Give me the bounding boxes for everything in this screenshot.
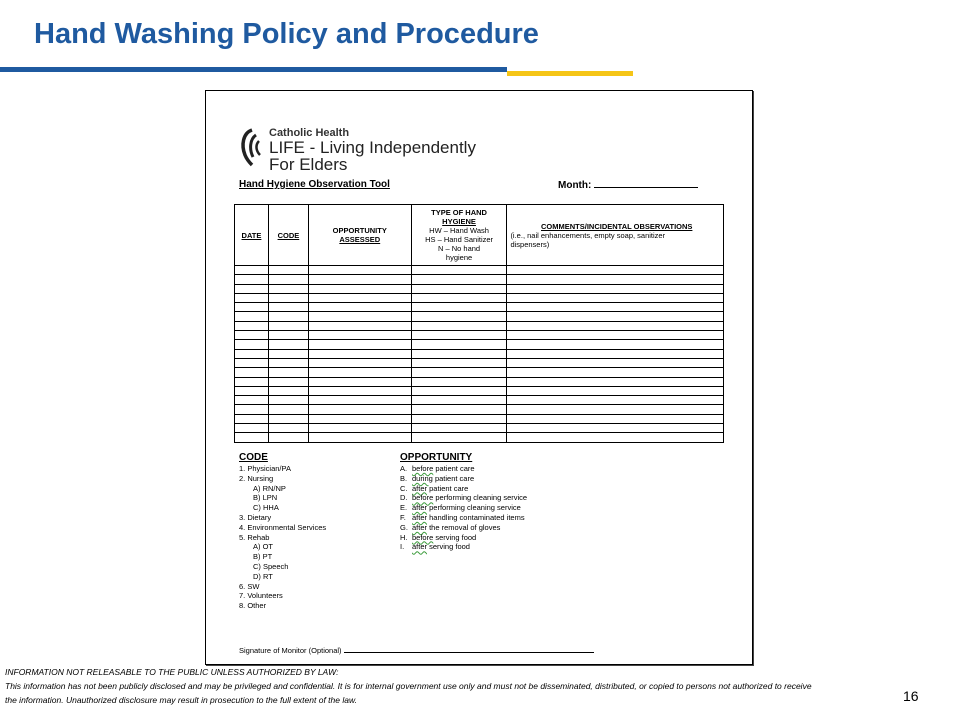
- table-cell: [507, 321, 724, 330]
- table-cell: [507, 349, 724, 358]
- table-row: [235, 396, 724, 405]
- table-cell: [411, 312, 507, 321]
- footer-disclaimer-heading: INFORMATION NOT RELEASABLE TO THE PUBLIC UNLESS AUTHORIZED BY LAW:: [5, 667, 339, 677]
- code-item: 4. Environmental Services: [239, 522, 327, 532]
- table-cell: [268, 368, 308, 377]
- table-cell: [268, 424, 308, 433]
- title-underline-blue: [0, 67, 507, 72]
- table-cell: [235, 331, 269, 340]
- table-cell: [235, 275, 269, 284]
- opportunity-item: C.after patient care: [400, 483, 469, 493]
- table-cell: [411, 321, 507, 330]
- table-cell: [268, 266, 308, 275]
- signature-label: Signature of Monitor (Optional): [239, 646, 342, 655]
- table-cell: [411, 293, 507, 302]
- table-cell: [235, 284, 269, 293]
- table-cell: [308, 312, 411, 321]
- table-cell: [411, 340, 507, 349]
- table-cell: [268, 349, 308, 358]
- code-list: [239, 464, 326, 611]
- code-item: 7. Volunteers: [239, 591, 283, 601]
- table-cell: [308, 340, 411, 349]
- table-cell: [507, 386, 724, 395]
- code-item: A) OT: [253, 542, 273, 552]
- table-cell: [308, 275, 411, 284]
- table-cell: [268, 340, 308, 349]
- table-cell: [308, 266, 411, 275]
- header-opportunity: OPPORTUNITY ASSESSED: [308, 205, 411, 266]
- signature-blank-line: [344, 644, 594, 653]
- table-cell: [235, 386, 269, 395]
- opportunity-item: E.after performing cleaning service: [400, 503, 521, 513]
- table-cell: [235, 424, 269, 433]
- observation-form-image: [205, 90, 753, 665]
- opportunity-item: F.after handling contaminated items: [400, 512, 525, 522]
- code-item: D) RT: [253, 571, 273, 581]
- table-row: [235, 293, 724, 302]
- table-cell: [411, 331, 507, 340]
- table-cell: [235, 349, 269, 358]
- code-legend: [239, 452, 326, 611]
- page-number: 16: [903, 688, 919, 704]
- table-cell: [235, 293, 269, 302]
- table-cell: [308, 368, 411, 377]
- code-item: B) PT: [253, 552, 273, 562]
- table-cell: [308, 405, 411, 414]
- observation-table: [234, 204, 724, 443]
- table-row: [235, 303, 724, 312]
- opportunity-item: H.before serving food: [400, 532, 477, 542]
- logo-line-1: Catholic Health: [269, 127, 350, 139]
- table-cell: [411, 396, 507, 405]
- code-item: 3. Dietary: [239, 512, 272, 522]
- opportunity-legend: [400, 452, 527, 552]
- table-cell: [411, 414, 507, 423]
- header-hygiene-type: TYPE OF HAND HYGIENE HW – Hand Wash HS – Hand Sanitizer N – No hand hygiene: [411, 205, 507, 266]
- table-cell: [411, 284, 507, 293]
- code-item: 6. SW: [239, 581, 260, 591]
- table-cell: [308, 321, 411, 330]
- table-cell: [411, 358, 507, 367]
- table-cell: [411, 377, 507, 386]
- logo-line-3: For Elders: [269, 155, 348, 174]
- opportunity-item: D.before performing cleaning service: [400, 493, 528, 503]
- footer-disclaimer-body: This information has not been publicly disclosed and may be privileged and confidential. It is for internal government use only and must not be disseminated, distributed, or copied to persons not authorized to receive the information. Unauthorized disclosure may result in prosecution to the full extent of the law.: [5, 681, 812, 705]
- table-cell: [268, 293, 308, 302]
- table-cell: [507, 303, 724, 312]
- logo-mark-icon: [239, 127, 265, 167]
- table-cell: [268, 275, 308, 284]
- table-cell: [268, 377, 308, 386]
- observation-table-body: [235, 266, 724, 443]
- table-row: [235, 405, 724, 414]
- catholic-health-logo: [239, 127, 499, 177]
- table-cell: [268, 405, 308, 414]
- table-cell: [268, 358, 308, 367]
- table-cell: [235, 433, 269, 442]
- table-row: [235, 433, 724, 442]
- table-row: [235, 284, 724, 293]
- slide-title: Hand Washing Policy and Procedure: [34, 18, 539, 50]
- table-cell: [507, 312, 724, 321]
- title-underline-yellow: [507, 71, 633, 76]
- table-cell: [308, 433, 411, 442]
- table-cell: [268, 433, 308, 442]
- table-row: [235, 349, 724, 358]
- table-cell: [235, 303, 269, 312]
- table-cell: [411, 275, 507, 284]
- code-item: 1. Physician/PA: [239, 464, 291, 473]
- table-cell: [268, 386, 308, 395]
- code-legend-heading: CODE: [239, 452, 268, 463]
- table-cell: [308, 386, 411, 395]
- table-cell: [308, 303, 411, 312]
- table-cell: [268, 321, 308, 330]
- month-label: Month:: [558, 180, 592, 191]
- table-cell: [507, 414, 724, 423]
- table-cell: [268, 331, 308, 340]
- code-item: C) Speech: [253, 561, 289, 571]
- table-row: [235, 340, 724, 349]
- header-date: DATE: [235, 205, 269, 266]
- table-cell: [235, 312, 269, 321]
- table-cell: [308, 358, 411, 367]
- table-cell: [268, 396, 308, 405]
- table-cell: [235, 266, 269, 275]
- code-item: 2. Nursing: [239, 473, 274, 483]
- table-cell: [411, 386, 507, 395]
- table-cell: [507, 405, 724, 414]
- code-item: C) HHA: [253, 503, 279, 513]
- table-cell: [308, 414, 411, 423]
- month-blank-line: [594, 178, 698, 188]
- opportunity-item: B.during patient care: [400, 473, 475, 483]
- table-row: [235, 386, 724, 395]
- table-cell: [507, 340, 724, 349]
- table-row: [235, 368, 724, 377]
- table-cell: [507, 284, 724, 293]
- table-cell: [411, 433, 507, 442]
- table-row: [235, 414, 724, 423]
- opportunity-list: [400, 464, 527, 552]
- table-row: [235, 321, 724, 330]
- table-cell: [507, 433, 724, 442]
- table-row: [235, 312, 724, 321]
- table-cell: [235, 414, 269, 423]
- table-cell: [268, 414, 308, 423]
- opportunity-item: G.after the removal of gloves: [400, 522, 501, 532]
- table-cell: [411, 405, 507, 414]
- table-cell: [507, 368, 724, 377]
- table-cell: [308, 377, 411, 386]
- table-cell: [507, 275, 724, 284]
- signature-field: [239, 644, 594, 655]
- table-row: [235, 331, 724, 340]
- table-cell: [268, 312, 308, 321]
- table-header-row: [235, 205, 724, 266]
- table-cell: [308, 284, 411, 293]
- table-cell: [411, 266, 507, 275]
- table-cell: [235, 405, 269, 414]
- month-field: [558, 178, 698, 191]
- table-cell: [507, 424, 724, 433]
- table-cell: [411, 349, 507, 358]
- opportunity-legend-heading: OPPORTUNITY: [400, 452, 473, 463]
- table-cell: [235, 377, 269, 386]
- table-row: [235, 424, 724, 433]
- tool-title: Hand Hygiene Observation Tool: [239, 179, 390, 190]
- code-item: 8. Other: [239, 601, 267, 611]
- table-row: [235, 266, 724, 275]
- table-cell: [235, 368, 269, 377]
- table-cell: [308, 424, 411, 433]
- table-cell: [411, 368, 507, 377]
- table-cell: [308, 331, 411, 340]
- table-cell: [308, 293, 411, 302]
- logo-line-2: LIFE - Living Independently: [269, 138, 476, 157]
- table-cell: [268, 303, 308, 312]
- code-item: 5. Rehab: [239, 532, 270, 542]
- table-row: [235, 275, 724, 284]
- table-cell: [268, 284, 308, 293]
- table-cell: [235, 321, 269, 330]
- opportunity-item: I.after serving food: [400, 542, 470, 552]
- table-cell: [507, 377, 724, 386]
- table-row: [235, 358, 724, 367]
- table-cell: [235, 358, 269, 367]
- code-item: A) RN/NP: [253, 483, 286, 493]
- table-cell: [411, 424, 507, 433]
- table-row: [235, 377, 724, 386]
- header-code: CODE: [268, 205, 308, 266]
- table-cell: [507, 293, 724, 302]
- code-item: B) LPN: [253, 493, 278, 503]
- table-cell: [507, 266, 724, 275]
- table-cell: [507, 396, 724, 405]
- header-comments: COMMENTS/INCIDENTAL OBSERVATIONS (i.e., nail enhancements, empty soap, sanitizer dispensers): [507, 205, 724, 266]
- table-cell: [308, 349, 411, 358]
- table-cell: [411, 303, 507, 312]
- table-cell: [235, 340, 269, 349]
- table-cell: [507, 358, 724, 367]
- opportunity-item: A.before patient care: [400, 464, 475, 473]
- table-cell: [235, 396, 269, 405]
- table-cell: [507, 331, 724, 340]
- table-cell: [308, 396, 411, 405]
